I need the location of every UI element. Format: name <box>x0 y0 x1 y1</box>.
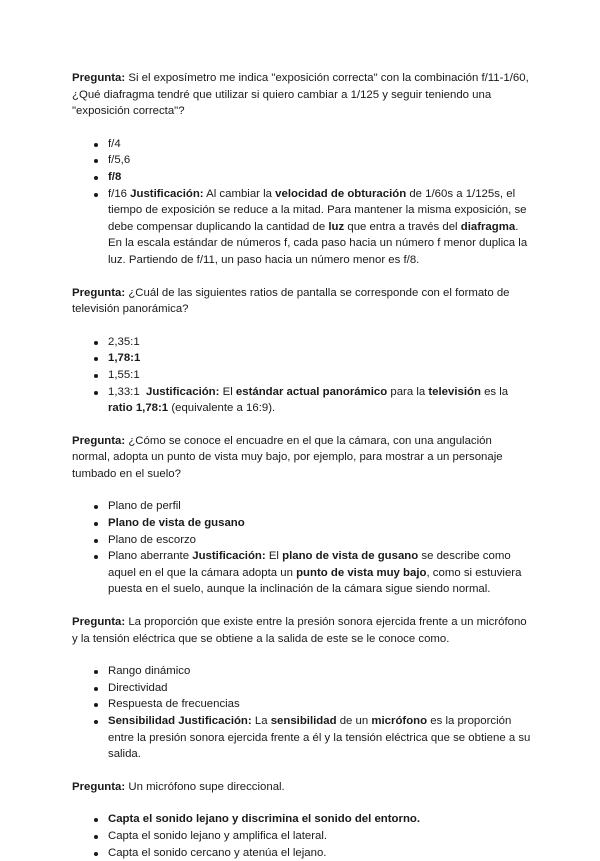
option: 1,33:1 Justificación: El estándar actual panorámico para la televisión es la ratio 1,78:1 (equivalente a 16:9). <box>72 384 532 417</box>
question-text: La proporción que existe entre la presión sonora ejercida frente a un micrófono y la tensión eléctrica que se obtiene a la salida de este se le conoce como. <box>72 616 527 645</box>
option: Plano aberrante Justificación: El plano de vista de gusano se describe como aquel en el que la cámara adopta un punto de vista muy bajo, como si estuviera puesta en el suelo, aunque la inclinación de la cámara sigue siendo normal. <box>72 548 532 598</box>
option: Plano de escorzo <box>72 532 532 549</box>
question-label: Pregunta: <box>72 434 126 447</box>
option-correct: Capta el sonido lejano y discrimina el sonido del entorno. <box>72 811 532 828</box>
options-list-5 <box>72 811 532 861</box>
question-label: Pregunta: <box>72 616 126 629</box>
options-list-3 <box>72 498 532 598</box>
question-3 <box>72 433 532 483</box>
option: 1,55:1 <box>72 367 532 384</box>
option-correct: Plano de vista de gusano <box>72 515 532 532</box>
question-text: Si el exposímetro me indica "exposición correcta" con la combinación f/11-1/60, ¿Qué diafragma tendré que utilizar si quiero cambiar a 1/125 y seguir teniendo una "exposición correcta"? <box>72 72 529 118</box>
question-2 <box>72 285 532 318</box>
question-label: Pregunta: <box>72 780 126 793</box>
justification-label: Justificación: <box>192 550 266 563</box>
option: Capta el sonido cercano y atenúa el lejano. <box>72 845 532 861</box>
question-5 <box>72 779 532 796</box>
justification-label: Justificación: <box>178 715 252 727</box>
option-correct: Sensibilidad Justificación: La sensibilidad de un micrófono es la proporción entre la presión sonora ejercida frente a él y la tensión eléctrica que se obtiene a su salida. <box>72 713 532 763</box>
question-label: Pregunta: <box>72 72 126 84</box>
justification-label: Justificación: <box>130 187 204 200</box>
option: f/4 <box>72 136 532 153</box>
document-body <box>72 70 532 861</box>
question-text: ¿Cuál de las siguientes ratios de pantalla se corresponde con el formato de televisión panorámica? <box>72 286 510 316</box>
question-label: Pregunta: <box>72 286 126 299</box>
justification-label: Justificación: <box>146 385 220 398</box>
option: Plano de perfil <box>72 498 532 515</box>
option-correct: 1,78:1 <box>72 350 532 367</box>
options-list-4 <box>72 663 532 763</box>
option: f/16 Justificación: Al cambiar la velocidad de obturación de 1/60s a 1/125s, el tiempo de exposición se reduce a la mitad. Para mantener la misma exposición, se debe compensar duplicando la cantidad de luz que entra a través del diafragma. En la escala estándar de números f, cada paso hacia un número f menor duplica la luz. Partiendo de f/11, un paso hacia un número menor es f/8. <box>72 186 532 269</box>
question-4 <box>72 614 532 647</box>
option: 2,35:1 <box>72 334 532 351</box>
option: Capta el sonido lejano y amplifica el lateral. <box>72 828 532 845</box>
question-1 <box>72 70 532 120</box>
option-correct: f/8 <box>72 169 532 186</box>
option: Rango dinámico <box>72 663 532 680</box>
option: Respuesta de frecuencias <box>72 696 532 713</box>
options-list-2 <box>72 334 532 417</box>
question-text: ¿Cómo se conoce el encuadre en el que la cámara, con una angulación normal, adopta un punto de vista muy bajo, por ejemplo, para mostrar a un personaje tumbado en el suelo? <box>72 434 503 480</box>
question-text: Un micrófono supe direccional. <box>128 780 285 793</box>
option: f/5,6 <box>72 152 532 169</box>
option: Directividad <box>72 680 532 697</box>
options-list-1 <box>72 136 532 269</box>
